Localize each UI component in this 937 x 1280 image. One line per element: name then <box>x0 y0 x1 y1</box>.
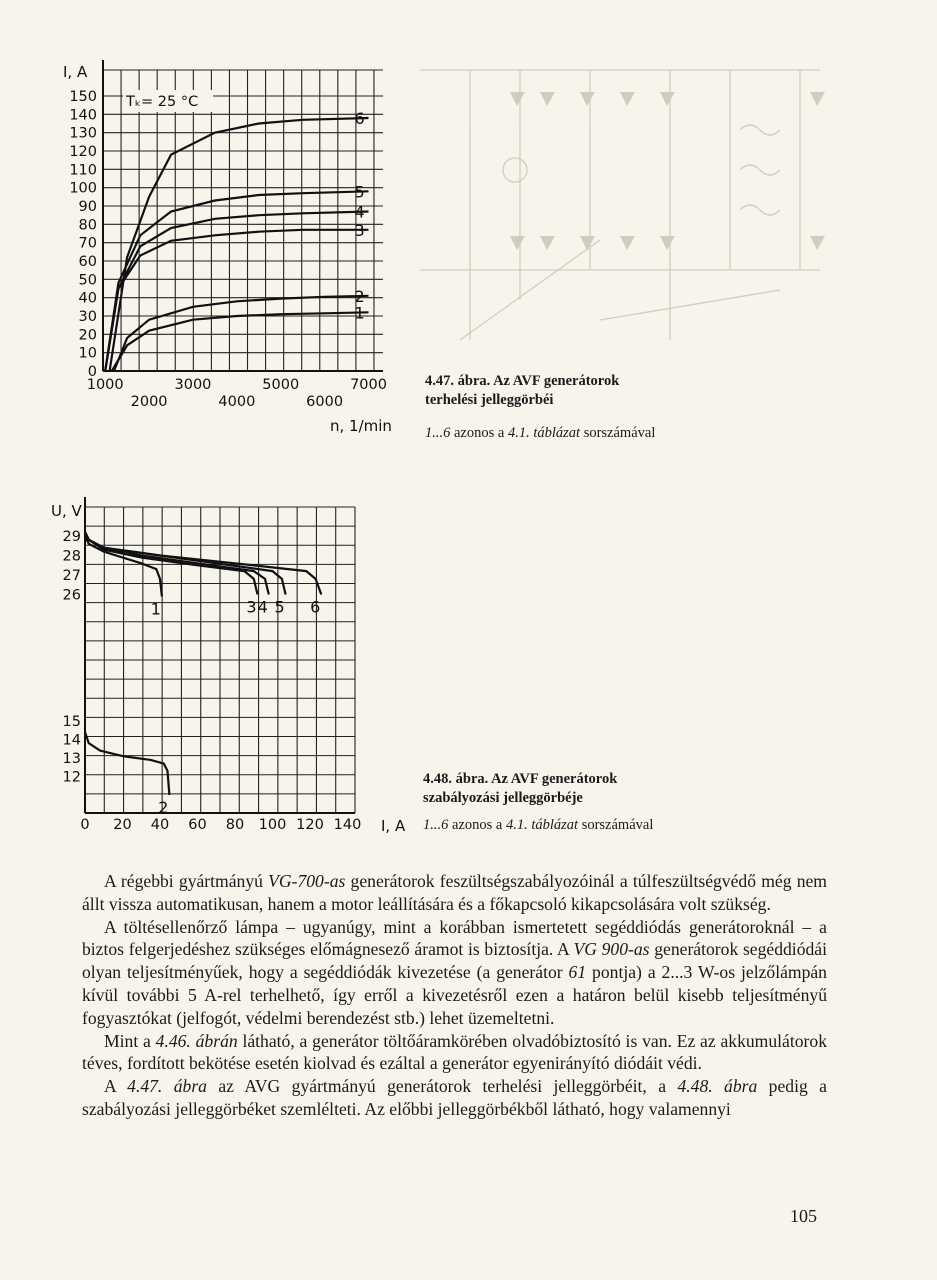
text: A régebbi gyártmányú <box>104 871 269 891</box>
text: A töltésellenőrző lámpa – ugyanúgy, mint a korábban ismertetett segéddiódás generátoroknál – a biztos felgerjedéshez szükséges előmágnesező áramot is biztosítja. A <box>82 916 827 960</box>
curve-label-1: 1 <box>354 303 365 323</box>
series-line-4 <box>105 212 368 372</box>
curve-label-6: 6 <box>354 109 365 128</box>
curve-label-1: 1 <box>150 599 161 619</box>
caption-note <box>423 816 663 835</box>
note-range: 1...6 <box>423 817 449 833</box>
curve-label-2: 2 <box>158 798 169 817</box>
note-text-end: sorszámával <box>580 425 656 441</box>
curve-label-4: 4 <box>354 202 365 222</box>
curve-label-6: 6 <box>310 597 321 617</box>
temperature-annotation: Tₖ= 25 °C <box>126 94 199 110</box>
text: Mint a <box>104 1030 156 1051</box>
figure-ref: 4.46. ábrán <box>155 1030 238 1051</box>
text: generátorok feszültségszabályozóinál a túlfeszültségvédő még nem állt vissza automatikusan, hanem a motor leállítására és a főkapcsoló kikapcsolására volt szükség. <box>82 871 827 914</box>
model-name: VG-700-as <box>268 871 346 891</box>
y-tick-label: 29 <box>62 529 81 545</box>
y-tick-label: 150 <box>69 89 97 105</box>
y-tick-label: 130 <box>69 125 97 142</box>
paragraph-4 <box>82 1075 827 1121</box>
text: látható, a generátor töltőáramkörében olvadóbiztosító is van. Ez az akkumulátorok téves, fordított bekötése esetén kiolvad és ezáltal a generátor egyenirányító diódáit védi. <box>82 1030 827 1074</box>
series-line-1 <box>112 312 369 371</box>
y-tick-label: 15 <box>62 714 81 730</box>
reverse-page-bleed <box>400 40 840 360</box>
figure-4-47-load-characteristic <box>55 55 400 440</box>
curve-label-3: 3 <box>246 597 257 617</box>
note-table-ref: 4.1. táblázat <box>507 425 581 441</box>
x-tick-labels <box>80 817 361 833</box>
figure-4-48-regulation-characteristic <box>45 495 415 840</box>
series-line-2 <box>85 732 169 795</box>
note-range: 1...6 <box>425 425 451 441</box>
y-tick-label: 10 <box>78 345 97 362</box>
series-line-6 <box>110 118 369 371</box>
y-tick-labels <box>63 529 81 786</box>
body-text <box>82 870 827 1121</box>
x-tick-label: 120 <box>296 817 324 833</box>
caption-4-48 <box>423 770 663 835</box>
x-tick-label: 0 <box>80 817 90 833</box>
y-tick-label: 12 <box>62 769 81 786</box>
text: generátorok segéddiódái olyan teljesítményűek, hogy a segéddiódák kivezetése (a generátor <box>82 939 827 983</box>
figure-ref: 4.47. ábra <box>127 1076 207 1097</box>
caption-title: 4.47. ábra. Az AVF generátorok terhelési jelleggörbéi <box>425 373 620 408</box>
x-tick-label: 7000 <box>350 377 387 393</box>
y-tick-label: 13 <box>62 751 81 767</box>
series-line-5 <box>105 191 368 371</box>
figure-ref: 4.48. ábra <box>677 1076 758 1097</box>
chart-grid <box>103 70 383 371</box>
note-text: azonos a <box>448 817 506 833</box>
x-tick-label: 100 <box>258 817 287 833</box>
caption-note <box>425 424 665 443</box>
y-tick-label: 40 <box>78 290 97 307</box>
note-table-ref: 4.1. táblázat <box>505 817 579 833</box>
note-text: azonos a <box>450 425 508 441</box>
curve-labels <box>151 598 321 818</box>
paragraph-2 <box>82 916 827 1030</box>
x-axis-label: n, 1/min <box>330 417 392 435</box>
y-axis-label: I, A <box>63 63 88 81</box>
x-axis-label: I, A <box>381 817 406 835</box>
y-tick-label: 20 <box>78 327 97 344</box>
text: pedig a szabályozási jelleggörbéket szemlélteti. Az előbbi jelleggörbékből látható, hogy valamennyi <box>82 1076 827 1119</box>
y-axis-label: U, V <box>51 502 82 520</box>
y-tick-label: 30 <box>78 309 97 325</box>
y-tick-label: 14 <box>62 732 81 749</box>
y-tick-label: 27 <box>62 568 81 584</box>
text: A <box>104 1076 128 1097</box>
y-tick-label: 90 <box>78 199 97 215</box>
x-tick-label: 40 <box>150 817 170 833</box>
x-tick-label: 6000 <box>306 394 344 410</box>
curve-label-5: 5 <box>354 182 365 202</box>
x-tick-label: 2000 <box>130 394 168 410</box>
model-name: VG 900-as <box>573 939 650 960</box>
y-tick-label: 140 <box>69 107 97 124</box>
x-tick-label: 20 <box>113 817 132 833</box>
y-tick-label: 100 <box>69 180 97 197</box>
x-tick-label: 60 <box>188 817 207 833</box>
x-tick-label: 4000 <box>218 394 256 410</box>
page-number: 105 <box>790 1206 817 1226</box>
text: az AVG gyártmányú generátorok terhelési jelleggörbéit, a <box>206 1076 678 1097</box>
y-tick-label: 80 <box>78 217 97 234</box>
y-tick-label: 28 <box>62 548 81 565</box>
caption-title: 4.48. ábra. Az AVF generátorok szabályozási jelleggörbéje <box>423 771 618 806</box>
x-tick-label: 140 <box>333 817 362 833</box>
note-text-end: sorszámával <box>578 817 654 833</box>
y-tick-label: 50 <box>78 272 97 289</box>
chart-series <box>105 118 368 371</box>
caption-4-47 <box>425 372 665 443</box>
y-tick-label: 70 <box>78 235 97 252</box>
x-tick-label: 5000 <box>262 377 300 393</box>
series-line-2 <box>114 296 369 371</box>
curve-label-3: 3 <box>354 220 365 240</box>
y-tick-label: 0 <box>87 364 97 380</box>
x-tick-label: 3000 <box>174 377 212 393</box>
y-tick-label: 26 <box>62 587 81 604</box>
paragraph-1 <box>82 870 827 916</box>
curve-label-2: 2 <box>354 286 365 306</box>
terminal-number: 61 <box>568 962 587 983</box>
y-tick-label: 60 <box>78 254 97 270</box>
curve-label-5: 5 <box>274 597 285 617</box>
text: pontja) a 2...3 W-os jelzőlámpán kívül további 5 A-rel terhelhető, így erről a kivezetésről ezen a határon belül kisebb teljesítményű fogyasztókat (jelfogót, védelmi berendezést stb.) lehet üzemeltetni. <box>82 962 827 1028</box>
y-tick-labels <box>69 89 97 380</box>
y-tick-label: 110 <box>69 162 97 179</box>
x-tick-label: 80 <box>225 817 245 833</box>
y-tick-label: 120 <box>69 144 97 160</box>
curve-label-4: 4 <box>257 597 268 617</box>
x-tick-labels <box>87 377 387 410</box>
paragraph-3 <box>82 1030 827 1076</box>
x-tick-label: 1000 <box>86 377 124 393</box>
